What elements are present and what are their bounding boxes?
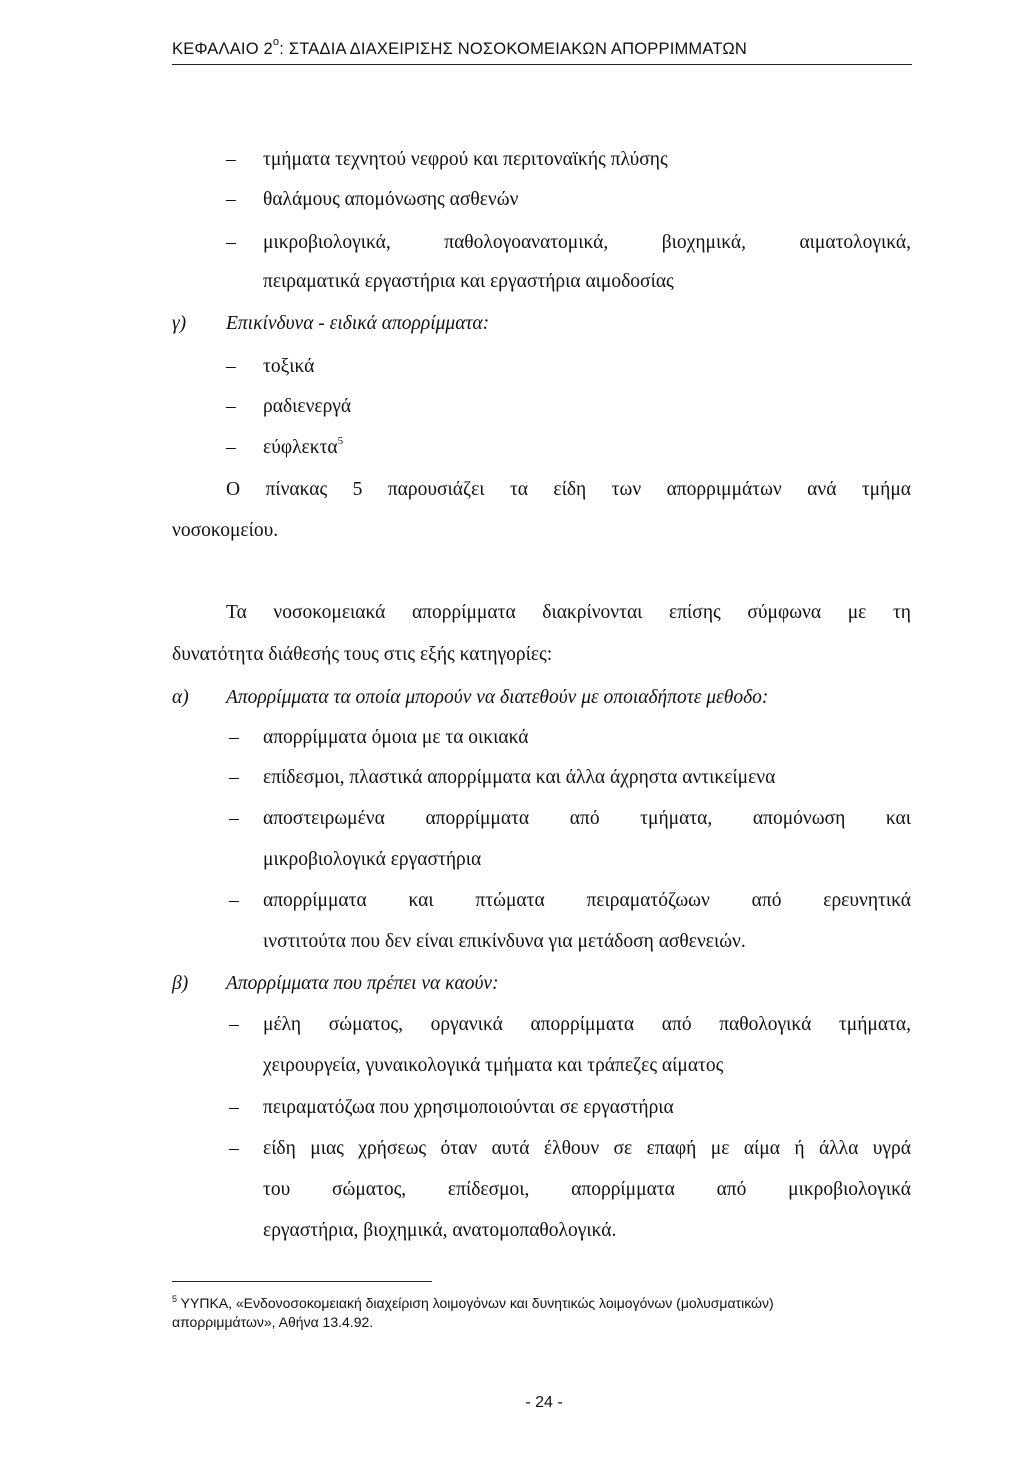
paragraph-line: Ο πίνακας 5 παρουσιάζει τα είδη των απορριμμάτων ανά τμήμα (226, 479, 911, 500)
page-number: - 24 - (525, 1394, 563, 1411)
header-chapter-sup: ο (272, 36, 280, 48)
list-item-continuation: πειραματικά εργαστήρια και εργαστήρια αιμοδοσίας (263, 271, 674, 292)
header-title: : ΣΤΑΔΙΑ ΔΙΑΧΕΙΡΙΣΗΣ ΝΟΣΟΚΟΜΕΙΑΚΩΝ ΑΠΟΡΡΙΜΜΑΤΩΝ (279, 40, 747, 58)
list-item-continuation: του σώματος, επίδεσμοι, απορρίμματα από μικροβιολογικά (263, 1179, 911, 1200)
list-item: αποστειρωμένα απορρίμματα από τμήματα, απομόνωση και (263, 808, 911, 829)
section-label-alpha: α) (172, 687, 189, 708)
section-heading-alpha: Απορρίμματα τα οποία μπορούν να διατεθούν με οποιαδήποτε μεθοδο: (226, 687, 769, 708)
footnote-mark: 5 (172, 1294, 178, 1304)
section-heading-beta: Απορρίμματα που πρέπει να καούν: (226, 973, 499, 994)
header-rule (172, 64, 912, 65)
list-dash: – (226, 232, 236, 253)
list-item-continuation: ινστιτούτα που δεν είναι επικίνδυνα για μετάδοση ασθενειών. (263, 931, 746, 952)
list-dash: – (229, 1138, 239, 1159)
footnote-rule (172, 1281, 432, 1282)
list-item: απορρίμματα και πτώματα πειραματόζωων από ερευνητικά (263, 890, 911, 911)
list-item-text: εύφλεκτα (263, 437, 338, 458)
paragraph-line: δυνατότητα διάθεσής τους στις εξής κατηγορίες: (172, 644, 553, 665)
list-item: τμήματα τεχνητού νεφρού και περιτοναϊκής πλύσης (263, 149, 668, 170)
list-dash: – (229, 890, 239, 911)
list-dash: – (229, 808, 239, 829)
list-dash: – (226, 437, 236, 458)
list-dash: – (226, 396, 236, 417)
list-item: θαλάμους απομόνωσης ασθενών (263, 189, 519, 210)
list-item: είδη μιας χρήσεως όταν αυτά έλθουν σε επαφή με αίμα ή άλλα υγρά (263, 1138, 911, 1159)
running-header (172, 36, 907, 59)
section-label-gamma: γ) (172, 313, 187, 334)
footnote-continuation: απορριμμάτων», Αθήνα 13.4.92. (172, 1314, 374, 1330)
list-item: επίδεσμοι, πλαστικά απορρίμματα και άλλα άχρηστα αντικείμενα (263, 767, 776, 788)
section-label-beta: β) (172, 973, 189, 994)
footnote-text: ΥΥΠΚΑ, «Ενδονοσοκομειακή διαχείριση λοιμογόνων και δυνητικώς λοιμογόνων (μολυσματικών) (180, 1295, 774, 1311)
list-item: ραδιενεργά (263, 396, 352, 417)
paragraph-line: Τα νοσοκομειακά απορρίμματα διακρίνονται επίσης σύμφωνα με τη (226, 602, 911, 623)
list-item: μέλη σώματος, οργανικά απορρίμματα από παθολογικά τμήματα, (263, 1014, 911, 1035)
header-chapter: ΚΕΦΑΛΑΙΟ 2 (172, 40, 273, 58)
list-dash: – (229, 727, 239, 748)
list-dash: – (229, 1097, 239, 1118)
list-item-continuation: χειρουργεία, γυναικολογικά τμήματα και τράπεζες αίματος (263, 1055, 724, 1076)
section-heading-gamma: Επικίνδυνα - ειδικά απορρίμματα: (226, 313, 490, 334)
list-dash: – (229, 1014, 239, 1035)
list-item: μικροβιολογικά, παθολογοανατομικά, βιοχημικά, αιματολογικά, (263, 232, 911, 253)
list-item: τοξικά (263, 356, 315, 377)
list-item-continuation: μικροβιολογικά εργαστήρια (263, 849, 482, 870)
paragraph-line: νοσοκομείου. (172, 520, 279, 541)
list-item: πειραματόζωα που χρησιμοποιούνται σε εργαστήρια (263, 1097, 674, 1118)
list-dash: – (226, 149, 236, 170)
list-item: απορρίμματα όμοια με τα οικιακά (263, 727, 529, 748)
list-item (263, 436, 343, 460)
list-dash: – (226, 189, 236, 210)
footnote-reference: 5 (337, 435, 344, 447)
list-item-continuation: εργαστήρια, βιοχημικά, ανατομοπαθολογικά. (263, 1220, 617, 1241)
list-dash: – (226, 356, 236, 377)
list-dash: – (229, 767, 239, 788)
footnote (172, 1294, 774, 1312)
